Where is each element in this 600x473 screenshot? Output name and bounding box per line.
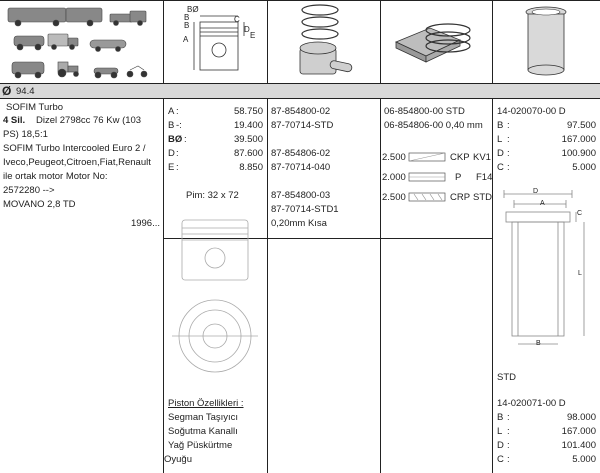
column-divider	[380, 98, 381, 473]
piston-code: 0,20mm Kısa	[271, 218, 327, 229]
dim-value: 8.850	[239, 162, 263, 173]
dim-value: 87.600	[233, 148, 263, 159]
liner-dim-label: C	[497, 454, 504, 465]
column-divider	[163, 98, 164, 473]
ring-type: CRP	[450, 192, 471, 203]
liner-diagram-label: B	[536, 340, 541, 347]
liner-dim-sep: :	[507, 162, 510, 173]
ring-code: 06-854800-00 STD	[384, 106, 465, 117]
engine-make: SOFIM Turbo	[6, 102, 64, 113]
top-border	[0, 0, 600, 1]
engine-ps: PS) 18,5:1	[3, 129, 48, 140]
liner-dim-label: L	[497, 426, 503, 437]
piston-rings-icon	[290, 2, 360, 82]
dim-sep: :	[176, 162, 179, 173]
liner-dim-value: 97.500	[566, 120, 596, 131]
ring-code: KV1	[473, 152, 491, 163]
dim-label: B	[168, 120, 175, 131]
diagram-label: B	[184, 13, 190, 22]
dim-value: 39.500	[233, 134, 263, 145]
ring-width: 2.500	[382, 192, 406, 203]
liner-dim-value: 5.000	[572, 162, 596, 173]
vehicle-types-icon	[6, 4, 156, 80]
ring-width: 2.500	[382, 152, 406, 163]
piston-dimension-diagram	[178, 8, 258, 78]
vehicle-model: MOVANO 2,8 TD	[3, 199, 76, 210]
ring-width: 2.000	[382, 172, 406, 183]
cylinder-liner-icon	[520, 4, 580, 80]
diagram-label: B	[184, 21, 190, 30]
engine-spec: Dizel 2798cc 76 Kw (103	[36, 115, 142, 126]
liner-dim-label: C	[497, 162, 504, 173]
dim-label: D	[168, 148, 175, 159]
dim-sep: :	[176, 106, 179, 117]
oil-ring-icon	[408, 191, 446, 203]
liner-dim-label: B	[497, 120, 504, 131]
liner-dim-sep: :	[507, 426, 510, 437]
liner-dim-label: D	[497, 440, 504, 451]
dim-sep: -:	[176, 120, 182, 131]
dim-value: 19.400	[233, 120, 263, 131]
header-divider	[492, 0, 493, 83]
features-title: Piston Özellikleri :	[168, 398, 244, 409]
diagram-label: A	[183, 35, 189, 44]
header-divider	[380, 0, 381, 83]
piston-sketch	[168, 214, 262, 384]
scraper-ring-icon	[408, 171, 446, 183]
column-divider	[267, 98, 268, 473]
liner-std-label: STD	[497, 372, 516, 383]
piston-code: 87-854800-03	[271, 190, 331, 201]
liner-dim-sep: :	[507, 440, 510, 451]
liner-dim-label: B	[497, 412, 504, 423]
liner-diagram-label: C	[577, 210, 583, 217]
compression-ring-icon	[408, 151, 446, 163]
piston-code: 87-854800-02	[271, 106, 331, 117]
liner-dim-label: L	[497, 134, 503, 145]
model-year: 1996...	[130, 218, 160, 229]
liner-dim-sep: :	[507, 134, 510, 145]
diagram-label: E	[250, 31, 256, 40]
ring-set-icon	[390, 6, 485, 78]
bore-bottom-border	[0, 98, 600, 99]
engine-desc: Iveco,Peugeot,Citroen,Fiat,Renault	[3, 157, 151, 168]
header-divider	[163, 0, 164, 83]
dim-label: E	[168, 162, 175, 173]
liner-diagram-label: D	[533, 188, 539, 195]
engine-desc: 2572280 -->	[3, 185, 55, 196]
liner-dim-sep: :	[507, 454, 510, 465]
feature-item: Yağ Püskürtme	[168, 440, 233, 451]
bore-value: 94.4	[16, 86, 35, 97]
feature-item: Oyuğu	[164, 454, 192, 465]
diagram-label: BØ	[187, 5, 199, 14]
liner-dim-sep: :	[507, 148, 510, 159]
header-divider	[267, 0, 268, 83]
liner-code: 14-020070-00 D	[497, 106, 566, 117]
column-divider	[492, 98, 493, 473]
piston-code: 87-70714-STD	[271, 120, 334, 131]
liner-dim-sep: :	[507, 120, 510, 131]
liner-dim-value: 167.000	[561, 134, 596, 145]
pin-size: Pim: 32 x 72	[186, 190, 239, 201]
ring-code: F14	[476, 172, 493, 183]
liner-code: 14-020071-00 D	[497, 398, 566, 409]
bore-bar	[0, 84, 600, 98]
liner-diagram-label: A	[540, 200, 545, 207]
ring-code: STD	[473, 192, 492, 203]
dim-sep: :	[176, 148, 179, 159]
piston-code: 87-854806-02	[271, 148, 331, 159]
liner-dim-sep: :	[507, 412, 510, 423]
ring-type: CKP	[450, 152, 470, 163]
diagram-label: C	[234, 15, 240, 24]
liner-dim-value: 100.900	[561, 148, 596, 159]
bore-symbol: Ø	[2, 84, 12, 98]
diagram-label: D	[244, 25, 250, 34]
dim-label: BØ	[168, 134, 183, 145]
engine-desc: SOFIM Turbo Intercooled Euro 2 /	[3, 143, 146, 154]
ring-code: 06-854806-00 0,40 mm	[384, 120, 483, 131]
cylinder-count: 4 Sil.	[3, 115, 26, 126]
dim-sep: :	[184, 134, 187, 145]
liner-dim-value: 98.000	[566, 412, 596, 423]
engine-desc: ile ortak motor Motor No:	[3, 171, 108, 182]
feature-item: Segman Taşıyıcı	[168, 412, 239, 423]
liner-diagram-label: L	[578, 270, 582, 277]
liner-dim-label: D	[497, 148, 504, 159]
piston-code: 87-70714-040	[271, 162, 331, 173]
piston-code: 87-70714-STD1	[271, 204, 339, 215]
liner-dim-value: 101.400	[561, 440, 596, 451]
liner-dim-value: 167.000	[561, 426, 596, 437]
dim-value: 58.750	[233, 106, 263, 117]
feature-item: Soğutma Kanallı	[168, 426, 238, 437]
ring-type: P	[455, 172, 462, 183]
liner-dim-value: 5.000	[572, 454, 596, 465]
dim-label: A	[168, 106, 175, 117]
